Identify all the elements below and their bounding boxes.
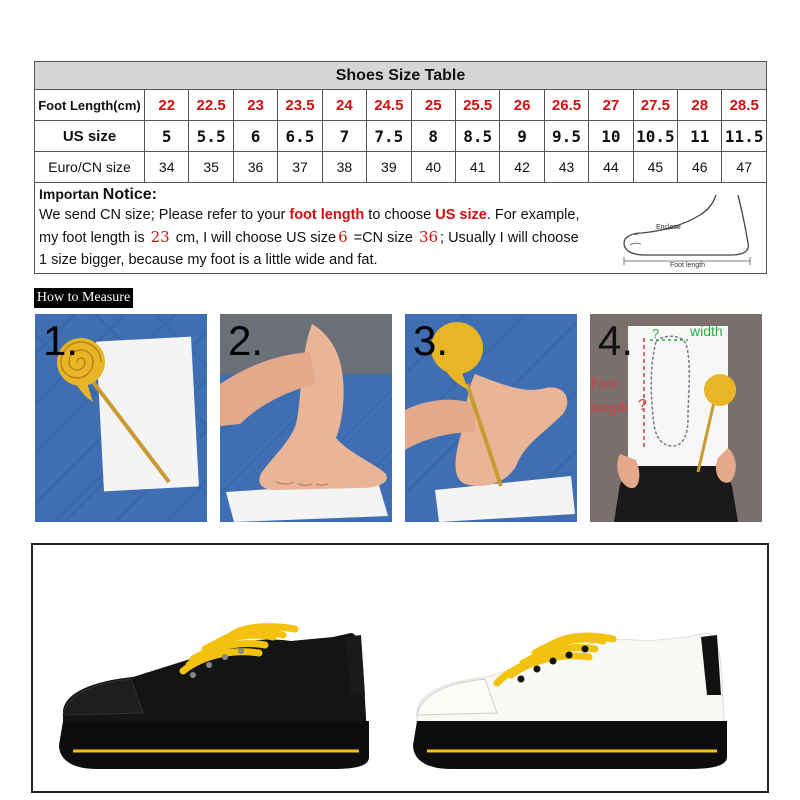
table-cell: 24.5 <box>367 90 411 120</box>
table-cell: 26.5 <box>545 90 589 120</box>
example-foot-length: 23 <box>150 228 170 246</box>
row-header: Foot Length(cm) <box>35 90 145 120</box>
table-cell: 11 <box>678 121 722 151</box>
table-cell: 39 <box>367 152 411 182</box>
table-cell: 46 <box>678 152 722 182</box>
step-4-image <box>590 314 762 522</box>
row-header: US size <box>35 121 145 151</box>
table-cell: 25.5 <box>456 90 500 120</box>
step-3-number: 3. <box>413 317 449 364</box>
how-to-measure-label: How to Measure <box>34 288 133 308</box>
table-cell: 27.5 <box>634 90 678 120</box>
black-sneaker <box>59 627 369 769</box>
table-cell: 45 <box>634 152 678 182</box>
step-1-number: 1. <box>43 317 79 364</box>
row-header: Euro/CN size <box>35 152 145 182</box>
table-cell: 22.5 <box>189 90 233 120</box>
table-cell: 22 <box>145 90 189 120</box>
notice-text: cm, I will choose US size <box>171 230 337 246</box>
euro-cn-size-row <box>35 152 766 183</box>
table-cell: 6 <box>234 121 278 151</box>
table-cell: 24 <box>323 90 367 120</box>
table-cell: 25 <box>412 90 456 120</box>
notice-heading-small: Importan <box>39 186 99 202</box>
table-cell: 9.5 <box>545 121 589 151</box>
step-3-image <box>405 314 577 522</box>
notice-text: ; Usually I will choose <box>440 230 579 246</box>
step-4-length-question: ? <box>638 397 647 414</box>
step-2-number: 2. <box>228 317 264 364</box>
table-cell: 10.5 <box>634 121 678 151</box>
notice-text: We send CN size; Please refer to your <box>39 207 290 223</box>
table-cell: 8.5 <box>456 121 500 151</box>
table-cell: 37 <box>278 152 322 182</box>
table-cell: 28 <box>678 90 722 120</box>
product-sneakers-image <box>33 545 767 791</box>
table-cell: 9 <box>500 121 544 151</box>
white-sneaker <box>413 633 727 769</box>
step-1-image <box>35 314 207 522</box>
foot-outline-diagram <box>618 191 758 269</box>
table-cell: 11.5 <box>724 126 764 146</box>
table-cell: 42 <box>500 152 544 182</box>
notice-text: my foot length is <box>39 230 149 246</box>
table-cell: 38 <box>323 152 367 182</box>
table-cell: 26 <box>500 90 544 120</box>
important-notice <box>35 183 766 274</box>
step-4-number: 4. <box>598 317 634 364</box>
example-us-size: 6 <box>338 228 348 246</box>
step-4-foot-label: Foot <box>590 376 618 392</box>
table-cell: 5 <box>145 121 189 151</box>
table-cell: 6.5 <box>278 121 322 151</box>
notice-text: . For example, <box>486 207 580 223</box>
table-cell: 10 <box>589 121 633 151</box>
size-table <box>34 61 767 274</box>
table-cell: 7 <box>323 121 367 151</box>
table-cell: 43 <box>545 152 589 182</box>
table-cell: 36 <box>234 152 278 182</box>
foot-length-row <box>35 90 766 121</box>
notice-highlight-foot-length: foot length <box>289 207 365 223</box>
notice-line-3: 1 size bigger, because my foot is a little wide and fat. <box>39 252 378 268</box>
table-cell: 8 <box>412 121 456 151</box>
diagram-enclose-label: Enclose <box>656 224 681 231</box>
table-cell: 7.5 <box>367 121 411 151</box>
table-cell: 23.5 <box>278 90 322 120</box>
step-4-width-question: ? <box>652 326 660 341</box>
table-cell: 28.5 <box>729 96 759 114</box>
notice-highlight-us-size: US size <box>435 207 487 223</box>
table-cell: 44 <box>589 152 633 182</box>
table-cell: 23 <box>234 90 278 120</box>
product-photo-frame <box>31 543 769 793</box>
step-2-image <box>220 314 392 522</box>
notice-text: =CN size <box>349 230 417 246</box>
us-size-row <box>35 121 766 152</box>
step-4-length-label: length <box>590 400 628 416</box>
table-cell: 35 <box>189 152 233 182</box>
notice-heading-big: Notice: <box>102 186 158 203</box>
table-cell: 5.5 <box>189 121 233 151</box>
table-cell: 27 <box>589 90 633 120</box>
step-4-width-label: width <box>690 323 723 339</box>
table-cell: 40 <box>412 152 456 182</box>
diagram-foot-length-label: Foot length <box>670 262 706 269</box>
size-table-title: Shoes Size Table <box>35 62 766 90</box>
example-cn-size: 36 <box>418 228 439 246</box>
table-cell: 34 <box>145 152 189 182</box>
notice-text: to choose <box>364 207 436 223</box>
table-cell: 47 <box>736 159 752 175</box>
table-cell: 41 <box>456 152 500 182</box>
